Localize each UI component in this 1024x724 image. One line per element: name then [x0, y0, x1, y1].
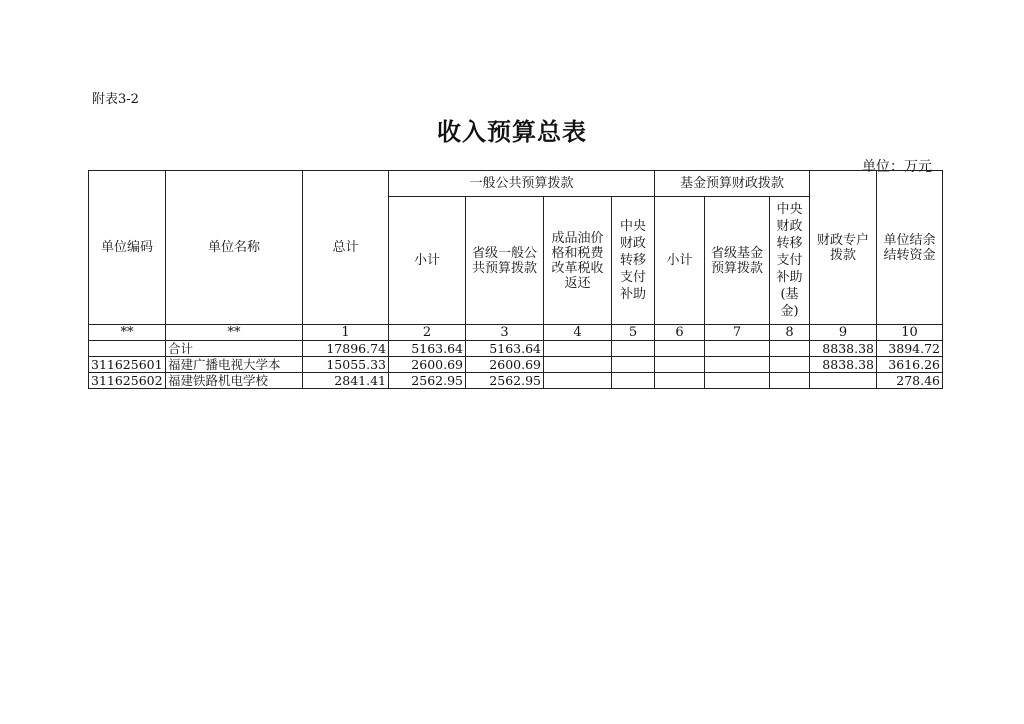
table-row: [89, 357, 943, 373]
index-cell: 3: [466, 325, 544, 341]
cell-gen-refined-oil: [544, 373, 612, 389]
cell-fund-subtotal: [655, 341, 705, 357]
cell-carryover: 278.46: [877, 373, 943, 389]
header-unit-code: 单位编码: [89, 171, 166, 325]
cell-fund-provincial: [705, 373, 770, 389]
index-cell: **: [166, 325, 303, 341]
header-gen-subtotal: 小计: [389, 197, 466, 325]
index-cell: 1: [303, 325, 389, 341]
cell-unit-name: 合计: [166, 341, 303, 357]
index-cell: 8: [770, 325, 810, 341]
header-gen-central: 中央财政转移支付补助: [612, 197, 655, 325]
cell-gen-provincial: 5163.64: [466, 341, 544, 357]
cell-carryover: 3616.26: [877, 357, 943, 373]
index-cell: 2: [389, 325, 466, 341]
table-row: [89, 373, 943, 389]
cell-gen-provincial: 2600.69: [466, 357, 544, 373]
cell-total: 2841.41: [303, 373, 389, 389]
header-general-group: 一般公共预算拨款: [389, 171, 655, 197]
income-budget-table: [88, 170, 943, 389]
cell-gen-central: [612, 357, 655, 373]
cell-gen-refined-oil: [544, 357, 612, 373]
cell-special-account: 8838.38: [810, 357, 877, 373]
cell-unit-name: 福建铁路机电学校: [166, 373, 303, 389]
cell-gen-central: [612, 373, 655, 389]
cell-fund-central: [770, 341, 810, 357]
cell-special-account: 8838.38: [810, 341, 877, 357]
cell-unit-code: 311625601: [89, 357, 166, 373]
cell-fund-subtotal: [655, 357, 705, 373]
header-fund-group: 基金预算财政拨款: [655, 171, 810, 197]
cell-fund-subtotal: [655, 373, 705, 389]
table-row: [89, 341, 943, 357]
index-cell: 5: [612, 325, 655, 341]
header-unit-name: 单位名称: [166, 171, 303, 325]
cell-fund-central: [770, 373, 810, 389]
cell-gen-provincial: 2562.95: [466, 373, 544, 389]
index-cell: **: [89, 325, 166, 341]
cell-gen-subtotal: 5163.64: [389, 341, 466, 357]
cell-carryover: 3894.72: [877, 341, 943, 357]
cell-gen-subtotal: 2562.95: [389, 373, 466, 389]
header-fund-central: 中央财政转移支付补助(基金): [770, 197, 810, 325]
index-cell: 6: [655, 325, 705, 341]
header-special-account: 财政专户拨款: [810, 171, 877, 325]
cell-total: 15055.33: [303, 357, 389, 373]
cell-gen-refined-oil: [544, 341, 612, 357]
index-cell: 7: [705, 325, 770, 341]
cell-fund-provincial: [705, 357, 770, 373]
cell-unit-code: [89, 341, 166, 357]
header-carryover: 单位结余结转资金: [877, 171, 943, 325]
header-fund-provincial: 省级基金预算拨款: [705, 197, 770, 325]
attachment-label: 附表3-2: [92, 92, 139, 107]
cell-fund-central: [770, 357, 810, 373]
header-fund-subtotal: 小计: [655, 197, 705, 325]
index-cell: 4: [544, 325, 612, 341]
cell-fund-provincial: [705, 341, 770, 357]
index-cell: 9: [810, 325, 877, 341]
cell-unit-name: 福建广播电视大学本: [166, 357, 303, 373]
page-title: 收入预算总表: [437, 118, 587, 146]
cell-gen-subtotal: 2600.69: [389, 357, 466, 373]
index-row: [89, 325, 943, 341]
cell-gen-central: [612, 341, 655, 357]
unit-label: 单位：万元: [862, 159, 932, 175]
header-total: 总计: [303, 171, 389, 325]
header-gen-provincial: 省级一般公共预算拨款: [466, 197, 544, 325]
header-gen-refined-oil: 成品油价格和税费改革税收返还: [544, 197, 612, 325]
index-cell: 10: [877, 325, 943, 341]
cell-unit-code: 311625602: [89, 373, 166, 389]
cell-total: 17896.74: [303, 341, 389, 357]
cell-special-account: [810, 373, 877, 389]
